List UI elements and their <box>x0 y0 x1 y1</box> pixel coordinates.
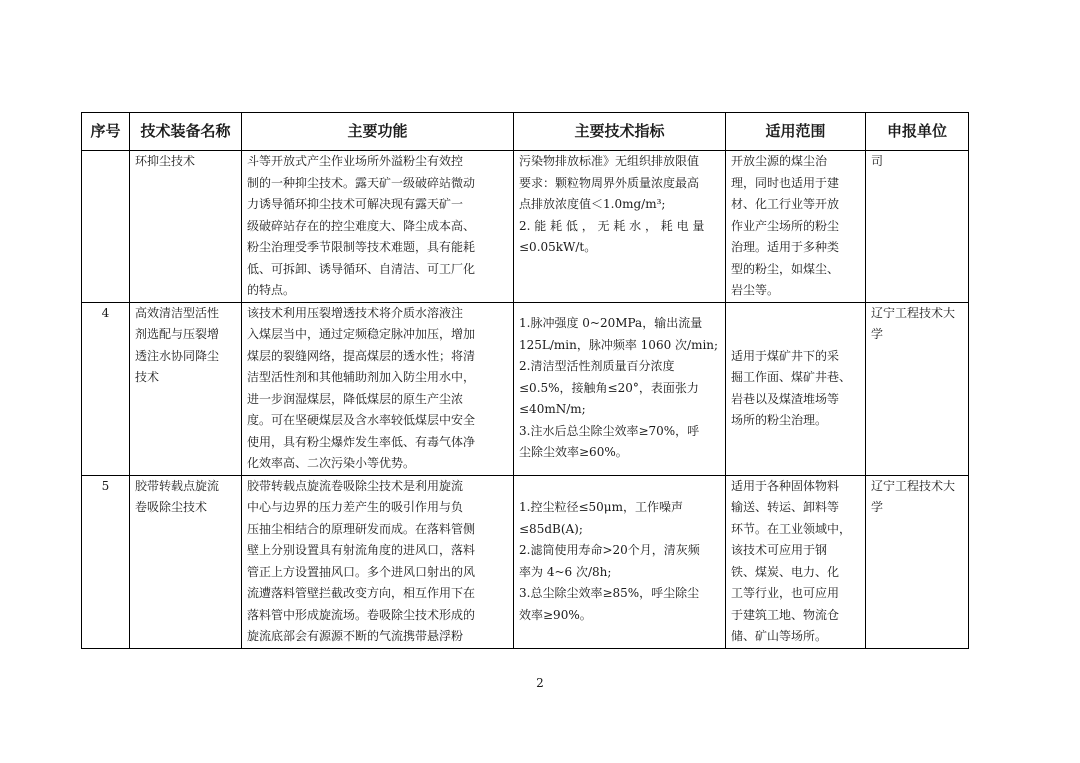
technology-name <box>130 475 242 648</box>
text-line: 司 <box>871 154 884 168</box>
page-number: 2 <box>536 676 544 690</box>
text-line: 1.控尘粒径≤50μm，工作噪声 <box>519 500 683 514</box>
text-line: 剂选配与压裂增 <box>135 327 220 341</box>
text-line: 理，同时也适用于建 <box>731 175 840 190</box>
text-line: 适用于煤矿井下的采 <box>731 348 840 363</box>
text-line: 污染物排放标准》无组织排放限值 <box>519 154 700 168</box>
text-line: 效率≥90%。 <box>519 607 592 622</box>
application-scope <box>726 151 866 303</box>
text-line: 该技术利用压裂增透技术将介质水溶液注 <box>247 305 464 320</box>
text-line: 于建筑工地、物流仓 <box>731 607 840 622</box>
technical-indicators <box>514 151 726 303</box>
applicant-unit <box>866 302 969 475</box>
text-line: 流遭落料管壁拦截改变方向，相互作用下在 <box>247 586 476 600</box>
main-function <box>242 475 514 648</box>
text-line: 低、可拆卸、诱导循环、自清洁、可工厂化 <box>247 261 476 276</box>
text-line: 度。可在坚硬煤层及含水率较低煤层中安全 <box>247 413 476 427</box>
row-number: 4 <box>82 302 130 475</box>
text-line: 胶带转载点旋流 <box>135 478 220 493</box>
text-line: 辽宁工程技术大学 <box>871 478 956 514</box>
text-line: 煤层的裂缝网络，提高煤层的透水性；将清 <box>247 348 476 363</box>
text-line: 要求：颗粒物周界外质量浓度最高 <box>519 175 700 190</box>
text-line: 点排放浓度值＜1.0mg/m³; <box>519 197 666 211</box>
text-line: 高效清洁型活性 <box>135 305 220 320</box>
row-number <box>82 151 130 303</box>
text-line: 适用于各种固体物料 <box>731 478 840 493</box>
text-line: 开放尘源的煤尘治 <box>731 154 828 168</box>
text-line: 材、化工行业等开放 <box>731 197 840 211</box>
text-line: 铁、煤炭、电力、化 <box>731 564 840 579</box>
applicant-unit <box>866 475 969 648</box>
text-line: 化效率高、二次污染小等优势。 <box>247 456 416 470</box>
text-line: 2.滤筒使用寿命>20个月，清灰频 <box>519 543 700 557</box>
row-number: 5 <box>82 475 130 648</box>
text-line: 岩尘等。 <box>731 283 780 297</box>
text-line: ≤40mN/m; <box>519 402 586 417</box>
text-line: 3.注水后总尘除尘效率≥70%，呼 <box>519 423 700 438</box>
applicant-unit <box>866 151 969 303</box>
technology-table <box>81 112 969 649</box>
header-scope: 适用范围 <box>726 113 866 151</box>
main-function <box>242 151 514 303</box>
text-line: 透注水协同降尘 <box>135 348 220 363</box>
text-line: 级破碎站存在的控尘难度大、降尘成本高、 <box>247 218 476 233</box>
technology-name <box>130 302 242 475</box>
text-line: 该技术可应用于钢 <box>731 543 828 557</box>
technical-indicators <box>514 302 726 475</box>
table-row <box>82 475 969 648</box>
text-line: 掘工作面、煤矿井巷、 <box>731 370 852 384</box>
header-unit: 申报单位 <box>866 113 969 151</box>
text-line: 岩巷以及煤渣堆场等 <box>731 391 840 406</box>
text-line: 使用，具有粉尘爆炸发生率低、有毒气体净 <box>247 434 476 449</box>
text-line: ≤85dB(A); <box>519 521 583 536</box>
text-line: 1.脉冲强度 0~20MPa，输出流量 <box>519 316 703 331</box>
text-line: 2.清洁型活性剂质量百分浓度 <box>519 359 675 374</box>
text-line: 工等行业，也可应用 <box>731 586 840 600</box>
text-line: 入煤层当中，通过定频稳定脉冲加压，增加 <box>247 327 476 341</box>
text-line: 率为 4~6 次/8h; <box>519 564 612 579</box>
text-line: 辽宁工程技术大学 <box>871 305 956 341</box>
text-line: 储、矿山等场所。 <box>731 629 828 643</box>
header-function: 主要功能 <box>242 113 514 151</box>
text-line: 尘除尘效率≥60%。 <box>519 445 628 460</box>
text-line: 管正上方设置抽风口。多个进风口射出的风 <box>247 564 476 579</box>
text-line: 2. 能 耗 低 ， 无 耗 水 ， 耗 电 量 <box>519 218 705 233</box>
table-row <box>82 151 969 303</box>
application-scope <box>726 475 866 648</box>
text-line: 压抽尘相结合的原理研发而成。在落料管侧 <box>247 521 476 536</box>
text-line: 制的一种抑尘技术。露天矿一级破碎站微动 <box>247 175 476 190</box>
technology-name <box>130 151 242 303</box>
text-line: 125L/min，脉冲频率 1060 次/min; <box>519 337 719 352</box>
text-line: 作业产尘场所的粉尘 <box>731 218 840 233</box>
text-line: 洁型活性剂和其他辅助剂加入防尘用水中， <box>247 370 476 384</box>
text-line: 斗等开放式产尘作业场所外溢粉尘有效控 <box>247 154 464 168</box>
text-line: 型的粉尘，如煤尘、 <box>731 261 840 276</box>
text-line: 粉尘治理受季节限制等技术难题，具有能耗 <box>247 240 476 254</box>
text-line: 环节。在工业领域中， <box>731 521 852 536</box>
text-line: 3.总尘除尘效率≥85%，呼尘除尘 <box>519 586 700 600</box>
text-line: 落料管中形成旋流场。卷吸除尘技术形成的 <box>247 607 476 622</box>
text-line: 的特点。 <box>247 283 296 297</box>
text-line: 壁上分别设置具有射流角度的进风口，落料 <box>247 543 476 557</box>
text-line: 中心与边界的压力差产生的吸引作用与负 <box>247 500 464 514</box>
header-name: 技术装备名称 <box>130 113 242 151</box>
main-function <box>242 302 514 475</box>
text-line: ≤0.5%，接触角≤20°，表面张力 <box>519 380 699 395</box>
text-line: 环抑尘技术 <box>135 154 196 168</box>
application-scope <box>726 302 866 475</box>
header-no: 序号 <box>82 113 130 151</box>
text-line: ≤0.05kW/t。 <box>519 240 597 254</box>
text-line: 卷吸除尘技术 <box>135 500 208 514</box>
text-line: 胶带转载点旋流卷吸除尘技术是利用旋流 <box>247 478 464 493</box>
table-header-row <box>82 113 969 151</box>
text-line: 输送、转运、卸料等 <box>731 500 840 514</box>
technical-indicators <box>514 475 726 648</box>
text-line: 进一步润湿煤层，降低煤层的原生产尘浓 <box>247 391 464 406</box>
text-line: 旋流底部会有源源不断的气流携带悬浮粉 <box>247 629 464 643</box>
text-line: 治理。适用于多种类 <box>731 240 840 254</box>
text-line: 力诱导循环抑尘技术可解决现有露天矿一 <box>247 197 464 211</box>
text-line: 场所的粉尘治理。 <box>731 413 828 427</box>
table-row <box>82 302 969 475</box>
text-line: 技术 <box>135 370 160 384</box>
header-indicators: 主要技术指标 <box>514 113 726 151</box>
